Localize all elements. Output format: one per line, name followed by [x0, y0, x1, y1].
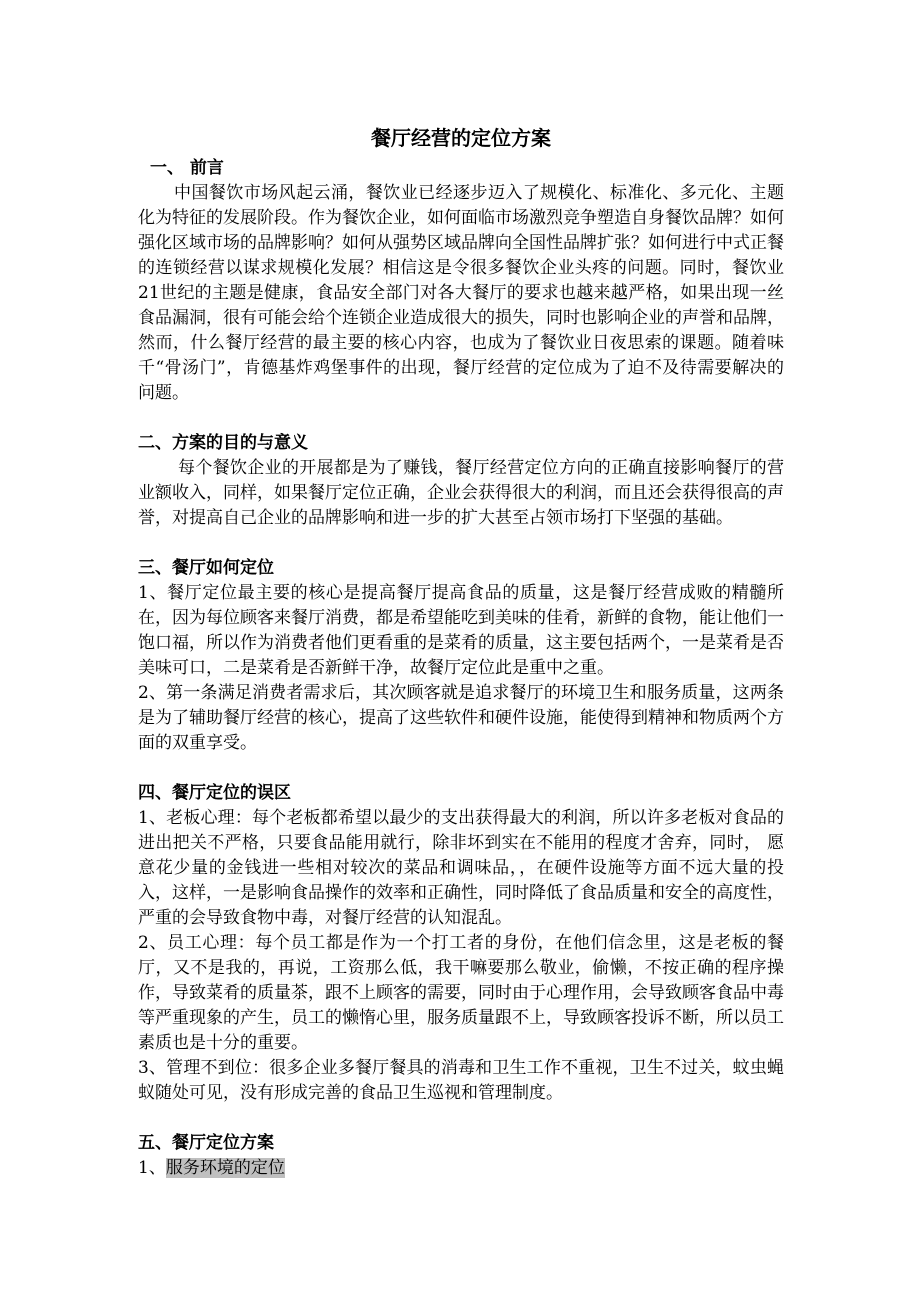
list-item-number: 1、	[138, 1158, 166, 1178]
document-page	[138, 120, 784, 1181]
purpose-paragraph: 每个餐饮企业的开展都是为了赚钱，餐厅经营定位方向的正确直接影响餐厅的营业额收入，同样，如果餐厅定位正确，企业会获得很大的利润，而且还会获得很高的声誉，对提高自己企业的品牌影响和进一步的扩大甚至占领市场打下坚强的基础。	[138, 458, 784, 528]
spacer	[138, 756, 784, 781]
spacer	[138, 1106, 784, 1131]
section-heading-preface: 一、 前言	[150, 158, 224, 178]
highlighted-text: 服务环境的定位	[165, 1158, 285, 1178]
list-item: 3、管理不到位：很多企业多餐厅餐具的消毒和卫生工作不重视，卫生不过关，蚊虫蝇蚁随处可见，没有形成完善的食品卫生巡视和管理制度。	[138, 1058, 784, 1103]
section-heading-mistakes: 四、餐厅定位的误区	[138, 783, 291, 803]
document-title: 餐厅经营的定位方案	[371, 126, 551, 150]
list-item	[138, 1156, 784, 1181]
spacer	[138, 406, 784, 431]
list-item: 1、老板心理：每个老板都希望以最少的支出获得最大的利润，所以许多老板对食品的进出把关不严格，只要食品能用就行，除非坏到实在不能用的程度才舍弃，同时， 愿意花少量的金钱进一些相对较次的菜品和调味品，，在硬件设施等方面不远大量的投入，这样，一是影响食品操作的效率和正确性，同时降低了食品质量和安全的高度性，严重的会导致食物中毒，对餐厅经营的认知混乱。	[138, 808, 784, 928]
section-heading-plan: 五、餐厅定位方案	[138, 1133, 274, 1153]
list-item: 2、第一条满足消费者需求后，其次顾客就是追求餐厅的环境卫生和服务质量，这两条是为了辅助餐厅经营的核心，提高了这些软件和硬件设施，能使得到精神和物质两个方面的双重享受。	[138, 683, 784, 753]
section-heading-purpose: 二、方案的目的与意义	[138, 433, 308, 453]
list-item: 2、员工心理：每个员工都是作为一个打工者的身份，在他们信念里，这是老板的餐厅，又不是我的，再说，工资那么低，我干嘛要那么敬业，偷懒，不按正确的程序操作，导致菜肴的质量茶，跟不上顾客的需要，同时由于心理作用，会导致顾客食品中毒等严重现象的产生，员工的懒惰心里，服务质量跟不上，导致顾客投诉不断，所以员工素质也是十分的重要。	[138, 933, 784, 1053]
spacer	[138, 531, 784, 556]
section-heading-positioning: 三、餐厅如何定位	[138, 558, 274, 578]
list-item: 1、餐厅定位最主要的核心是提高餐厅提高食品的质量，这是餐厅经营成败的精髓所在，因为每位顾客来餐厅消费，都是希望能吃到美味的佳肴，新鲜的食物，能让他们一饱口福，所以作为消费者他们更看重的是菜肴的质量，这主要包括两个，一是菜肴是否美味可口，二是菜肴是否新鲜干净，故餐厅定位此是重中之重。	[138, 583, 784, 678]
preface-paragraph: 中国餐饮市场风起云涌，餐饮业已经逐步迈入了规模化、标准化、多元化、主题化为特征的发展阶段。作为餐饮企业，如何面临市场激烈竞争塑造自身餐饮品牌？如何强化区域市场的品牌影响？如何从强势区域品牌向全国性品牌扩张？如何进行中式正餐的连锁经营以谋求规模化发展？相信这是令很多餐饮企业头疼的问题。同时，餐饮业21世纪的主题是健康，食品安全部门对各大餐厅的要求也越来越严格，如果出现一丝食品漏洞，很有可能会给个连锁企业造成很大的损失，同时也影响企业的声誉和品牌，然而，什么餐厅经营的最主要的核心内容，也成为了餐饮业日夜思索的课题。随着味千“骨汤门”，肯德基炸鸡堡事件的出现，餐厅经营的定位成为了迫不及待需要解决的问题。	[138, 183, 784, 403]
